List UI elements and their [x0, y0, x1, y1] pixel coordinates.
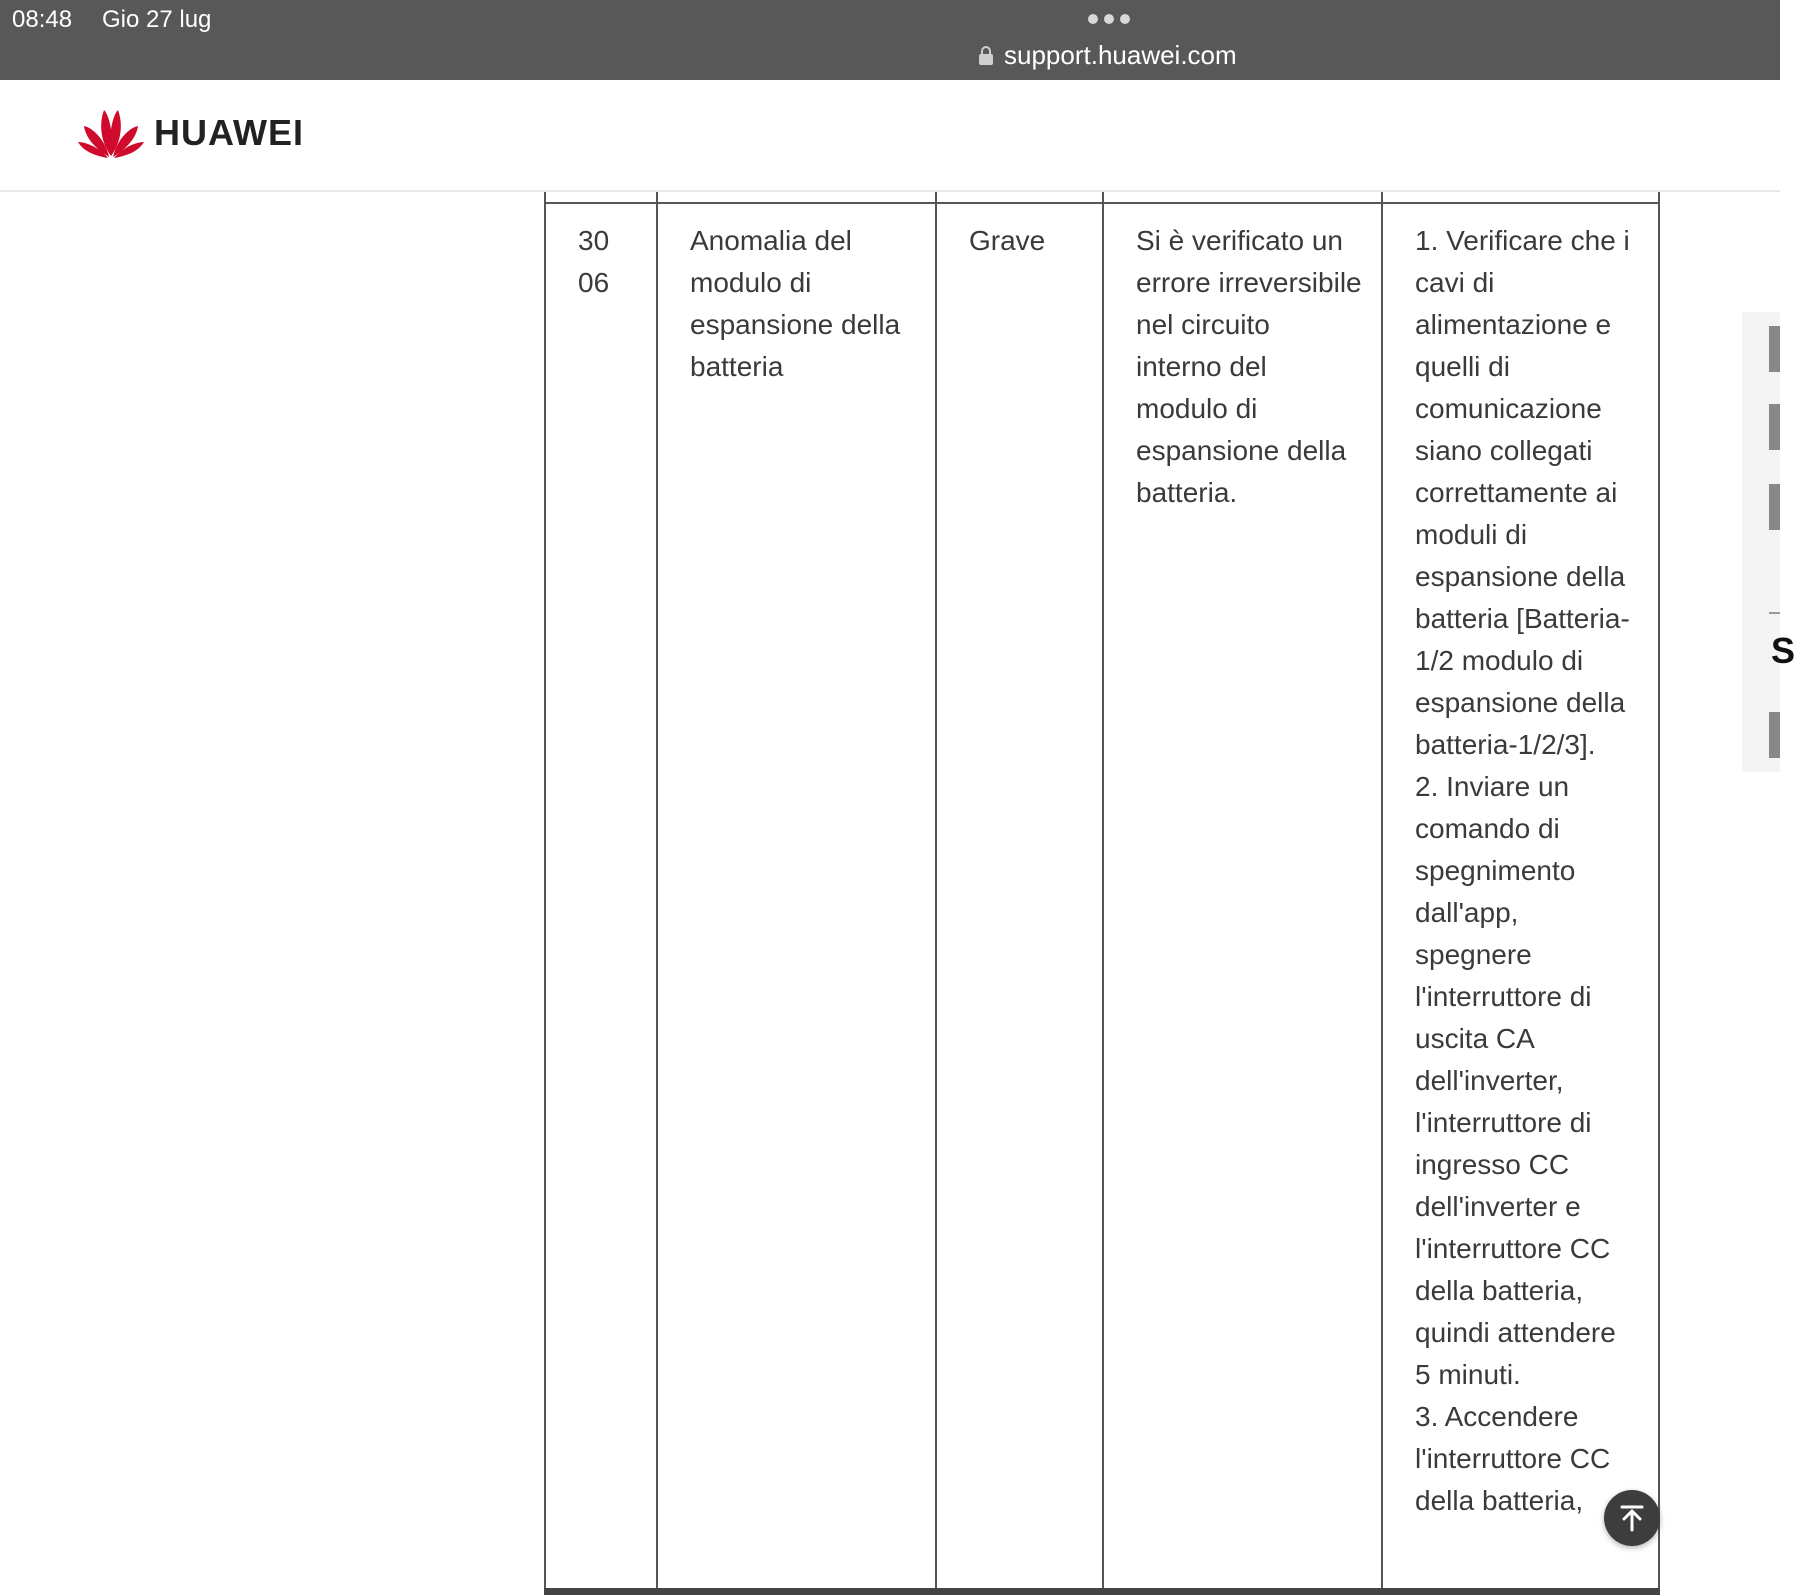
url-text: support.huawei.com — [1004, 40, 1237, 70]
alarm-id-line: 30 — [578, 225, 610, 256]
lock-icon — [978, 46, 994, 66]
huawei-logo[interactable] — [76, 106, 304, 160]
address-bar[interactable] — [978, 40, 1237, 71]
brand-name: HUAWEI — [154, 112, 304, 153]
side-tool-button[interactable] — [1769, 484, 1780, 530]
back-to-top-button[interactable] — [1604, 1490, 1660, 1546]
severity-cell: Grave — [969, 225, 1046, 256]
site-header — [0, 80, 1780, 192]
alarm-name-cell: Anomalia del modulo di espansione della batteria — [690, 225, 901, 382]
column-divider — [1102, 192, 1104, 1595]
status-time: 08:48 — [12, 6, 73, 33]
status-date: Gio 27 lug — [102, 6, 212, 33]
cause-cell: Si è verificato un errore irreversibile nel circuito interno del modulo di espansione della batteria. — [1136, 225, 1362, 508]
side-panel-letter: S — [1771, 630, 1795, 671]
arrow-up-icon — [1617, 1503, 1647, 1533]
alarm-table — [544, 192, 1660, 1595]
table-bottom-border — [544, 1588, 1660, 1595]
more-dots-icon[interactable] — [1088, 14, 1130, 24]
column-divider — [656, 192, 658, 1595]
side-tool-button[interactable] — [1769, 404, 1780, 450]
suggestion-step: 2. Inviare un comando di spegnimento dall'app, spegnere l'interruttore di uscita CA dell'inverter, l'interruttore di ingresso CC dell'inverter e l'interruttore CC della batteria, quindi attendere 5 minuti. — [1415, 771, 1616, 1390]
suggestion-step: 3. Accendere l'interruttore CC della batteria, — [1415, 1401, 1611, 1516]
side-tool-button[interactable] — [1769, 712, 1780, 758]
right-side-panel — [1742, 312, 1795, 772]
side-divider — [1769, 612, 1780, 614]
suggestion-step: 1. Verificare che i cavi di alimentazione e quelli di comunicazione siano collegati correttamente ai moduli di espansione della batteria [Batteria-1/2 modulo di espansione della batteria-1/2/3]. — [1415, 225, 1630, 760]
huawei-flower-icon — [76, 106, 146, 160]
status-bar — [0, 0, 1780, 80]
column-divider — [1381, 192, 1383, 1595]
column-divider — [935, 192, 937, 1595]
suggestion-cell — [1415, 220, 1635, 1522]
alarm-id-line: 06 — [578, 267, 610, 298]
side-tool-button[interactable] — [1769, 326, 1780, 372]
alarm-id-cell — [578, 220, 638, 304]
